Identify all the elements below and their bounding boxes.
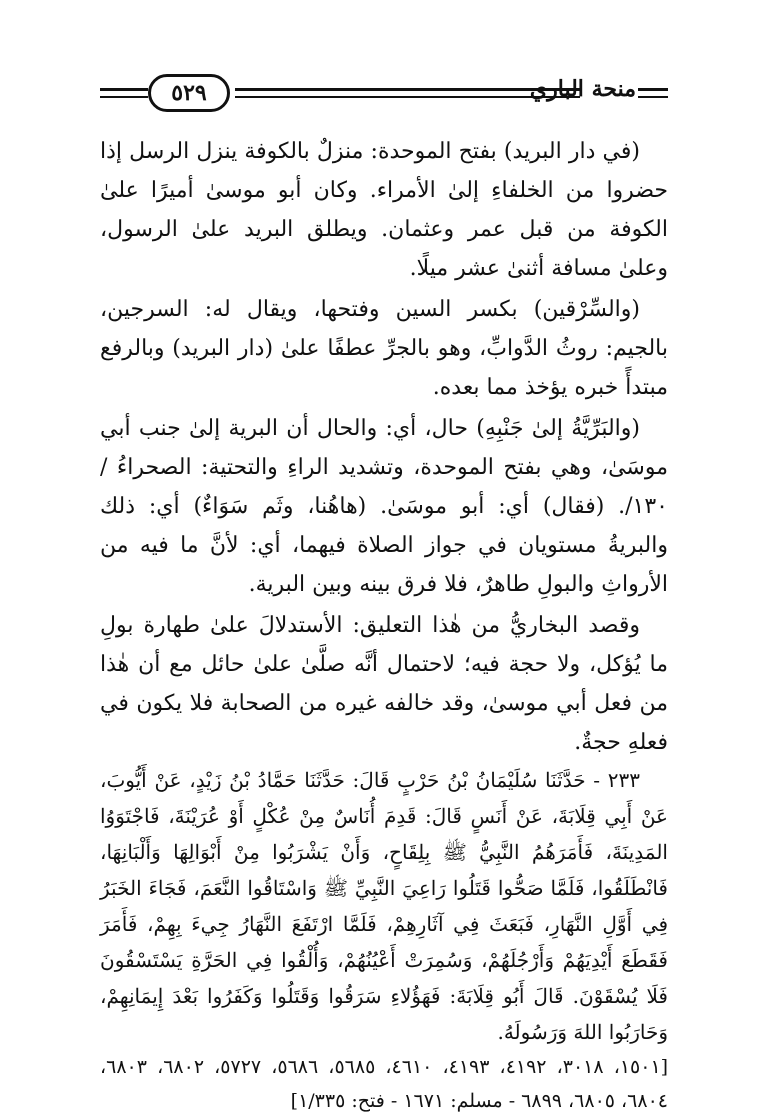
header-rule-middle bbox=[235, 88, 580, 98]
book-title: منحة الباري bbox=[529, 76, 636, 102]
paragraph-sirqin: (والسِّرْقين) بكسر السين وفتحها، ويقال له: السرجين، بالجيم: روثُ الدَّوابِّ، وهو بالجرِّ عطفًا علىٰ (دار البريد) وبالرفع مبتدأً خبره يؤخذ مما بعده. bbox=[100, 297, 668, 400]
paragraph-bukhari-intent: وقصد البخاريُّ من هٰذا التعليق: الأستدلالَ علىٰ طهارة بولِ ما يُؤكل، ولا حجة فيه؛ لاحتمال أنَّه صلَّىٰ علىٰ حائل مع أن هٰذا من فعل أبي موسىٰ، وقد خالفه غيره من الصحابة فلا يكون في فعلهِ حجةٌ. bbox=[100, 613, 668, 755]
page-number: ٥٢٩ bbox=[171, 80, 207, 106]
header-rule-left bbox=[100, 88, 148, 98]
hadith-text: ٢٣٣ - حَدَّثَنَا سُلَيْمَانُ بْنُ حَرْبٍ قَالَ: حَدَّثَنَا حَمَّادُ بْنُ زَيْدٍ، عَنْ أَيُّوبَ، عَنْ أَبِي قِلَابَةَ، عَنْ أَنَسٍ قَالَ: قَدِمَ أُنَاسٌ مِنْ عُكْلٍ أَوْ عُرَيْنَةَ، فَاجْتَوَوُا المَدِينَةَ، فَأَمَرَهُمُ النَّبِيُّ ﷺ بِلِقَاحٍ، وَأَنْ يَشْرَبُوا مِنْ أَبْوَالِهَا وَأَلْبَانِهَا، فَانْطَلَقُوا، فَلَمَّا صَحُّوا قَتَلُوا رَاعِيَ النَّبِيِّ ﷺ وَاسْتَاقُوا النَّعَمَ، فَجَاءَ الخَبَرُ فِي أَوَّلِ النَّهَارِ، فَبَعَثَ فِي آثَارِهِمْ، فَلَمَّا ارْتَفَعَ النَّهَارُ جِيءَ بِهِمْ، فَأَمَرَ فَقَطَعَ أَيْدِيَهُمْ وَأَرْجُلَهُمْ، وَسُمِرَتْ أَعْيُنُهُمْ، وَأُلْقُوا فِي الحَرَّةِ يَسْتَسْقُونَ فَلَا يُسْقَوْنَ. قَالَ أَبُو قِلَابَةَ: فَهَؤُلاءِ سَرَقُوا وَقَتَلُوا وَكَفَرُوا بَعْدَ إِيمَانِهِمْ، وَحَارَبُوا اللهَ وَرَسُولَهُ. bbox=[100, 768, 668, 1044]
paragraph-bariyya: (والبَرِّيَّةُ إلىٰ جَنْبِهِ) حال، أي: والحال أن البرية إلىٰ جنب أبي موسَىٰ، وهي بفتح الموحدة، وتشديد الراءِ والتحتية: الصحراءُ / ١٣٠/. (فقال) أي: أبو موسَىٰ. (هاهُنا، وثَم سَوَاءٌ) أي: ذلك والبريةُ مستويان في جواز الصلاة فيهما، أي: لأنَّ ما فيه من الأرواثِ والبولِ طاهرٌ، فلا فرق بينه وبين البرية. bbox=[100, 416, 668, 597]
page-header bbox=[100, 70, 668, 118]
hadith-references: [١٥٠١، ٣٠١٨، ٤١٩٢، ٤١٩٣، ٤٦١٠، ٥٦٨٥، ٥٦٨٦، ٥٧٢٧، ٦٨٠٢، ٦٨٠٣، ٦٨٠٤، ٦٨٠٥، ٦٨٩٩ - مسلم: ١٦٧١ - فتح: ١/٣٣٥] bbox=[100, 1056, 669, 1112]
page-body bbox=[100, 132, 668, 1118]
paragraph-dar-al-barid: (في دار البريد) بفتح الموحدة: منزلٌ بالكوفة ينزل الرسل إذا حضروا من الخلفاءِ إلىٰ الأمراء. وكان أبو موسىٰ أميرًا علىٰ الكوفة من قبل عمر وعثمان. ويطلق البريد علىٰ الرسول، وعلىٰ مسافة أثنىٰ عشر ميلًا. bbox=[100, 139, 668, 281]
page-number-badge bbox=[148, 74, 230, 112]
header-rule-right bbox=[638, 88, 668, 98]
